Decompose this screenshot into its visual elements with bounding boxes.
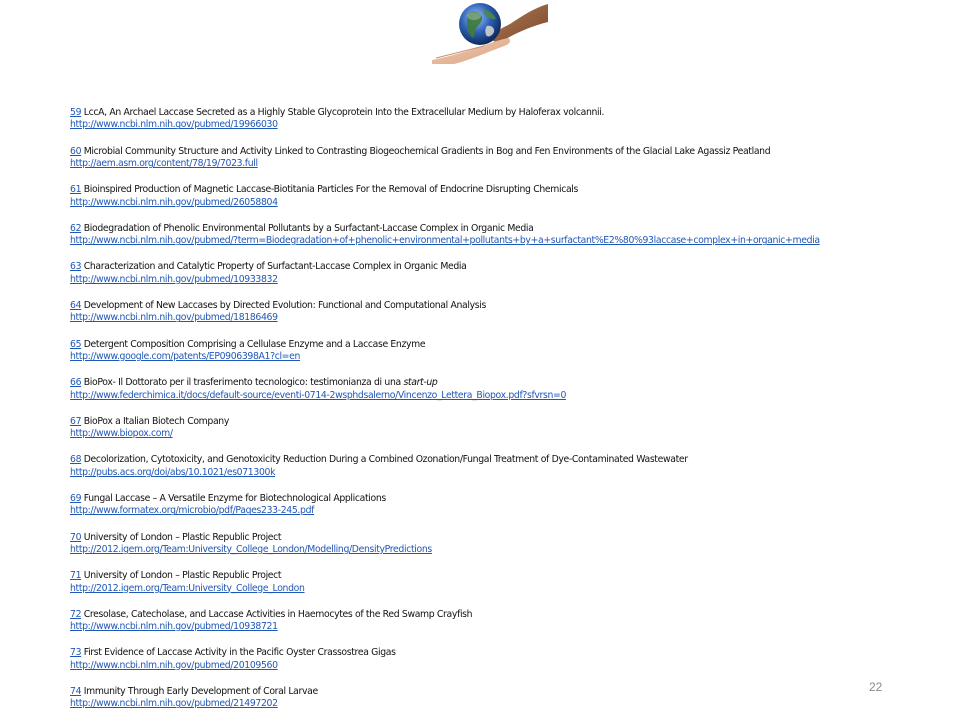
reference-number-link[interactable]: 65 [70, 338, 82, 350]
reference-url-link[interactable]: http://www.ncbi.nlm.nih.gov/pubmed/18186469 [70, 312, 278, 324]
reference-number-link[interactable]: 67 [70, 415, 82, 427]
reference-title-line [70, 686, 950, 698]
reference-url-link[interactable]: http://www.ncbi.nlm.nih.gov/pubmed/?term=Biodegradation+of+phenolic+environmental+pollutants+by+a+surfactant%E2%80%93laccase+complex+in+organic+media [70, 235, 820, 247]
reference-number-link[interactable]: 72 [70, 608, 82, 620]
reference-url-link[interactable]: http://www.ncbi.nlm.nih.gov/pubmed/21497202 [70, 698, 278, 710]
reference-url-link[interactable]: http://www.ncbi.nlm.nih.gov/pubmed/10938721 [70, 621, 278, 633]
reference-title-line [70, 570, 950, 582]
reference-number-link[interactable]: 62 [70, 222, 82, 234]
reference-title: LccA, An Archael Laccase Secreted as a Highly Stable Glycoprotein Into the Extracellular Medium by Haloferax volcannii. [83, 107, 605, 118]
reference-url-link[interactable]: http://www.formatex.org/microbio/pdf/Pages233-245.pdf [70, 505, 315, 517]
reference-number-link[interactable]: 61 [70, 184, 82, 196]
reference-url-link[interactable]: http://2012.igem.org/Team:University_College_London [70, 582, 305, 594]
reference-title: Detergent Composition Comprising a Cellulase Enzyme and a Laccase Enzyme [83, 338, 426, 350]
reference-title-line [70, 184, 950, 196]
reference-title-line [70, 454, 950, 466]
reference-number-link[interactable]: 66 [70, 377, 82, 389]
reference-title: First Evidence of Laccase Activity in the Pacific Oyster Crassostrea Gigas [83, 647, 396, 659]
reference-item [70, 223, 950, 262]
reference-item [70, 493, 950, 532]
reference-item [70, 416, 950, 455]
reference-title-line [70, 416, 950, 428]
reference-url-link[interactable]: http://www.ncbi.nlm.nih.gov/pubmed/10933832 [70, 273, 278, 285]
reference-title-line [70, 107, 950, 119]
reference-url-link[interactable]: http://www.ncbi.nlm.nih.gov/pubmed/19966030 [70, 119, 278, 131]
reference-number-link[interactable]: 70 [70, 531, 82, 543]
reference-item [70, 686, 950, 725]
reference-title-line [70, 609, 950, 621]
reference-title: Bioinspired Production of Magnetic Laccase-Biotitania Particles For the Removal of Endocrine Disrupting Chemicals [83, 184, 579, 196]
reference-title: Fungal Laccase – A Versatile Enzyme for Biotechnological Applications [83, 492, 386, 504]
reference-item [70, 570, 950, 609]
reference-number-link[interactable]: 59 [70, 107, 82, 118]
reference-title-line [70, 339, 950, 351]
reference-item [70, 339, 950, 378]
reference-title-italic: start-up [403, 377, 438, 389]
reference-title: BioPox- Il Dottorato per il trasferimento tecnologico: testimonianza di una [83, 377, 404, 389]
reference-url-link[interactable]: http://pubs.acs.org/doi/abs/10.1021/es071300k [70, 466, 276, 478]
reference-url-link[interactable]: http://www.federchimica.it/docs/default-source/eventi-0714-2wsphdsalerno/Vincenzo_Lettera_Biopox.pdf?sfvrsn=0 [70, 389, 567, 401]
reference-item [70, 532, 950, 571]
reference-item [70, 609, 950, 648]
reference-title-line [70, 223, 950, 235]
reference-number-link[interactable]: 64 [70, 299, 82, 311]
reference-number-link[interactable]: 71 [70, 570, 82, 582]
reference-list [70, 107, 950, 725]
reference-url-link[interactable]: http://www.ncbi.nlm.nih.gov/pubmed/26058804 [70, 196, 278, 208]
reference-title: Microbial Community Structure and Activity Linked to Contrasting Biogeochemical Gradients in Bog and Fen Environments of the Glacial Lake Agassiz Peatland [83, 145, 771, 157]
reference-title-line [70, 146, 950, 158]
reference-number-link[interactable]: 63 [70, 261, 82, 273]
reference-title: University of London – Plastic Republic Project [83, 531, 282, 543]
reference-url-link[interactable]: http://2012.igem.org/Team:University_College_London/Modelling/DensityPredictions [70, 543, 432, 555]
reference-title-line [70, 647, 950, 659]
reference-item [70, 107, 950, 146]
page-number: 22 [869, 680, 883, 694]
reference-url-link[interactable]: http://www.ncbi.nlm.nih.gov/pubmed/20109560 [70, 659, 278, 671]
reference-item [70, 377, 950, 416]
reference-title-line [70, 493, 950, 505]
reference-title-line [70, 377, 950, 389]
reference-title: Decolorization, Cytotoxicity, and Genotoxicity Reduction During a Combined Ozonation/Fungal Treatment of Dye-Contaminated Wastewater [83, 454, 688, 466]
reference-title-line [70, 261, 950, 273]
reference-title: University of London – Plastic Republic Project [83, 570, 282, 582]
reference-number-link[interactable]: 69 [70, 492, 82, 504]
reference-item [70, 647, 950, 686]
globe-in-hands-icon [432, 2, 548, 64]
reference-item [70, 261, 950, 300]
reference-url-link[interactable]: http://www.biopox.com/ [70, 428, 173, 440]
reference-title: Development of New Laccases by Directed Evolution: Functional and Computational Analysis [83, 299, 486, 311]
reference-title: BioPox a Italian Biotech Company [83, 415, 229, 427]
reference-title-line [70, 532, 950, 544]
reference-title: Biodegradation of Phenolic Environmental Pollutants by a Surfactant-Laccase Complex in Organic Media [83, 222, 534, 234]
reference-title-line [70, 300, 950, 312]
reference-title: Immunity Through Early Development of Coral Larvae [83, 685, 318, 697]
reference-item [70, 300, 950, 339]
reference-item [70, 146, 950, 185]
reference-number-link[interactable]: 73 [70, 647, 82, 659]
reference-url-link[interactable]: http://aem.asm.org/content/78/19/7023.full [70, 158, 258, 169]
reference-title: Characterization and Catalytic Property of Surfactant-Laccase Complex in Organic Media [83, 261, 467, 273]
reference-number-link[interactable]: 68 [70, 454, 82, 466]
reference-item [70, 184, 950, 223]
reference-number-link[interactable]: 60 [70, 145, 82, 157]
reference-url-link[interactable]: http://www.google.com/patents/EP0906398A1?cl=en [70, 350, 301, 362]
reference-title: Cresolase, Catecholase, and Laccase Activities in Haemocytes of the Red Swamp Crayfish [83, 608, 473, 620]
reference-item [70, 454, 950, 493]
reference-number-link[interactable]: 74 [70, 685, 82, 697]
